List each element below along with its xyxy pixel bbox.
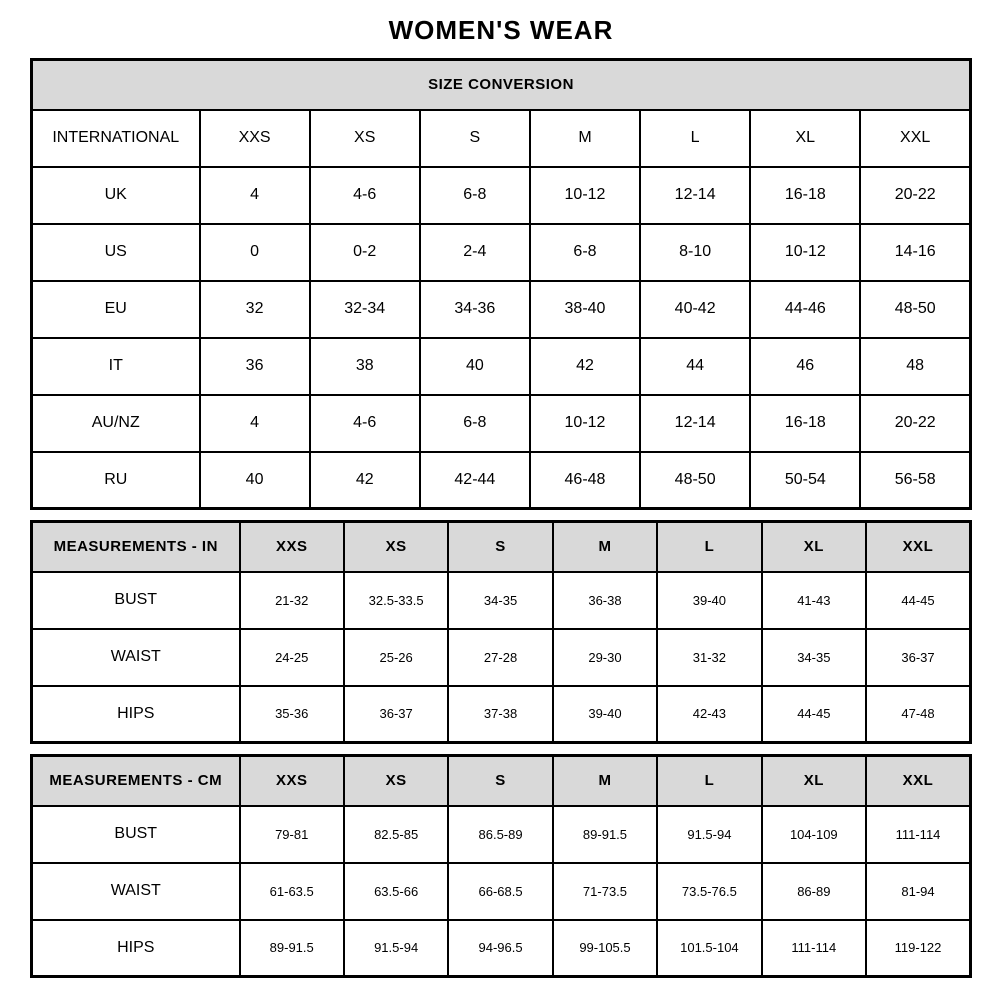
cell: 4	[200, 167, 310, 224]
row-label: WAIST	[32, 863, 240, 920]
cell: S	[420, 110, 530, 167]
size-header: L	[657, 522, 761, 572]
cell: 91.5-94	[344, 920, 448, 977]
cell: 42	[310, 452, 420, 509]
size-header: M	[553, 756, 657, 806]
table-row-bust-cm	[32, 806, 971, 863]
size-conversion-title: SIZE CONVERSION	[32, 60, 971, 110]
cell: 48	[860, 338, 970, 395]
cell: 10-12	[530, 167, 640, 224]
row-label: BUST	[32, 572, 240, 629]
size-header: L	[657, 756, 761, 806]
size-header: M	[553, 522, 657, 572]
measurements-in-title: MEASUREMENTS - IN	[32, 522, 240, 572]
table-row-us	[32, 224, 971, 281]
cell: 82.5-85	[344, 806, 448, 863]
cell: 25-26	[344, 629, 448, 686]
table-row-it	[32, 338, 971, 395]
cell: 8-10	[640, 224, 750, 281]
cell: 38-40	[530, 281, 640, 338]
cell: 36	[200, 338, 310, 395]
cell: 12-14	[640, 395, 750, 452]
cell: 20-22	[860, 395, 970, 452]
table-row-hips-cm	[32, 920, 971, 977]
cell: 41-43	[762, 572, 866, 629]
cell: 32.5-33.5	[344, 572, 448, 629]
cell: 44-45	[866, 572, 970, 629]
row-label: BUST	[32, 806, 240, 863]
table-row-ru	[32, 452, 971, 509]
cell: 47-48	[866, 686, 970, 743]
cell: 50-54	[750, 452, 860, 509]
size-header: S	[448, 756, 552, 806]
cell: 91.5-94	[657, 806, 761, 863]
row-label: INTERNATIONAL	[32, 110, 200, 167]
size-header: XXS	[240, 756, 344, 806]
size-header: XS	[344, 756, 448, 806]
cell: 61-63.5	[240, 863, 344, 920]
table-row-waist-in	[32, 629, 971, 686]
measurements-cm-title: MEASUREMENTS - CM	[32, 756, 240, 806]
cell: 42-43	[657, 686, 761, 743]
cell: XL	[750, 110, 860, 167]
cell: 44-45	[762, 686, 866, 743]
cell: XS	[310, 110, 420, 167]
cell: 36-37	[866, 629, 970, 686]
cell: 4-6	[310, 167, 420, 224]
size-conversion-table	[30, 58, 972, 510]
cell: 111-114	[762, 920, 866, 977]
cell: 14-16	[860, 224, 970, 281]
cell: 94-96.5	[448, 920, 552, 977]
cell: 32-34	[310, 281, 420, 338]
table-row-waist-cm	[32, 863, 971, 920]
cell: 10-12	[530, 395, 640, 452]
cell: 119-122	[866, 920, 970, 977]
cell: 79-81	[240, 806, 344, 863]
cell: 89-91.5	[553, 806, 657, 863]
cell: 48-50	[860, 281, 970, 338]
cell: 99-105.5	[553, 920, 657, 977]
cell: 46-48	[530, 452, 640, 509]
measurements-in-header-row	[32, 522, 971, 572]
cell: 89-91.5	[240, 920, 344, 977]
cell: 81-94	[866, 863, 970, 920]
cell: 12-14	[640, 167, 750, 224]
row-label: EU	[32, 281, 200, 338]
row-label: US	[32, 224, 200, 281]
cell: 40	[420, 338, 530, 395]
measurements-cm-header-row	[32, 756, 971, 806]
cell: 42	[530, 338, 640, 395]
cell: 34-35	[448, 572, 552, 629]
cell: 2-4	[420, 224, 530, 281]
cell: 32	[200, 281, 310, 338]
cell: 42-44	[420, 452, 530, 509]
size-header: XS	[344, 522, 448, 572]
cell: 29-30	[553, 629, 657, 686]
cell: 66-68.5	[448, 863, 552, 920]
cell: 39-40	[553, 686, 657, 743]
cell: 63.5-66	[344, 863, 448, 920]
size-header: XXS	[240, 522, 344, 572]
cell: 6-8	[420, 167, 530, 224]
cell: 39-40	[657, 572, 761, 629]
cell: 73.5-76.5	[657, 863, 761, 920]
cell: 35-36	[240, 686, 344, 743]
cell: 4-6	[310, 395, 420, 452]
measurements-in-table	[30, 520, 972, 744]
cell: 20-22	[860, 167, 970, 224]
cell: 40	[200, 452, 310, 509]
size-header: XXL	[866, 756, 970, 806]
cell: 37-38	[448, 686, 552, 743]
cell: 71-73.5	[553, 863, 657, 920]
size-header: S	[448, 522, 552, 572]
cell: 86.5-89	[448, 806, 552, 863]
cell: XXL	[860, 110, 970, 167]
cell: 44	[640, 338, 750, 395]
cell: 21-32	[240, 572, 344, 629]
cell: 34-35	[762, 629, 866, 686]
cell: 0	[200, 224, 310, 281]
row-label: RU	[32, 452, 200, 509]
size-header: XL	[762, 756, 866, 806]
cell: 46	[750, 338, 860, 395]
cell: XXS	[200, 110, 310, 167]
cell: 56-58	[860, 452, 970, 509]
cell: 6-8	[530, 224, 640, 281]
cell: M	[530, 110, 640, 167]
row-label: UK	[32, 167, 200, 224]
size-conversion-header-row	[32, 60, 971, 110]
cell: 31-32	[657, 629, 761, 686]
cell: 44-46	[750, 281, 860, 338]
cell: 16-18	[750, 167, 860, 224]
cell: 36-37	[344, 686, 448, 743]
row-label: HIPS	[32, 920, 240, 977]
cell: L	[640, 110, 750, 167]
cell: 38	[310, 338, 420, 395]
cell: 24-25	[240, 629, 344, 686]
cell: 34-36	[420, 281, 530, 338]
cell: 111-114	[866, 806, 970, 863]
row-label: WAIST	[32, 629, 240, 686]
table-row-hips-in	[32, 686, 971, 743]
cell: 36-38	[553, 572, 657, 629]
cell: 104-109	[762, 806, 866, 863]
cell: 0-2	[310, 224, 420, 281]
table-row-bust-in	[32, 572, 971, 629]
row-label: HIPS	[32, 686, 240, 743]
cell: 48-50	[640, 452, 750, 509]
page-title: WOMEN'S WEAR	[388, 15, 614, 45]
measurements-cm-table	[30, 754, 972, 978]
size-header: XXL	[866, 522, 970, 572]
cell: 16-18	[750, 395, 860, 452]
cell: 86-89	[762, 863, 866, 920]
row-label: IT	[32, 338, 200, 395]
table-row-aunz	[32, 395, 971, 452]
cell: 10-12	[750, 224, 860, 281]
table-row-international	[32, 110, 971, 167]
cell: 4	[200, 395, 310, 452]
cell: 27-28	[448, 629, 552, 686]
table-row-uk	[32, 167, 971, 224]
cell: 40-42	[640, 281, 750, 338]
cell: 6-8	[420, 395, 530, 452]
cell: 101.5-104	[657, 920, 761, 977]
row-label: AU/NZ	[32, 395, 200, 452]
size-header: XL	[762, 522, 866, 572]
table-row-eu	[32, 281, 971, 338]
